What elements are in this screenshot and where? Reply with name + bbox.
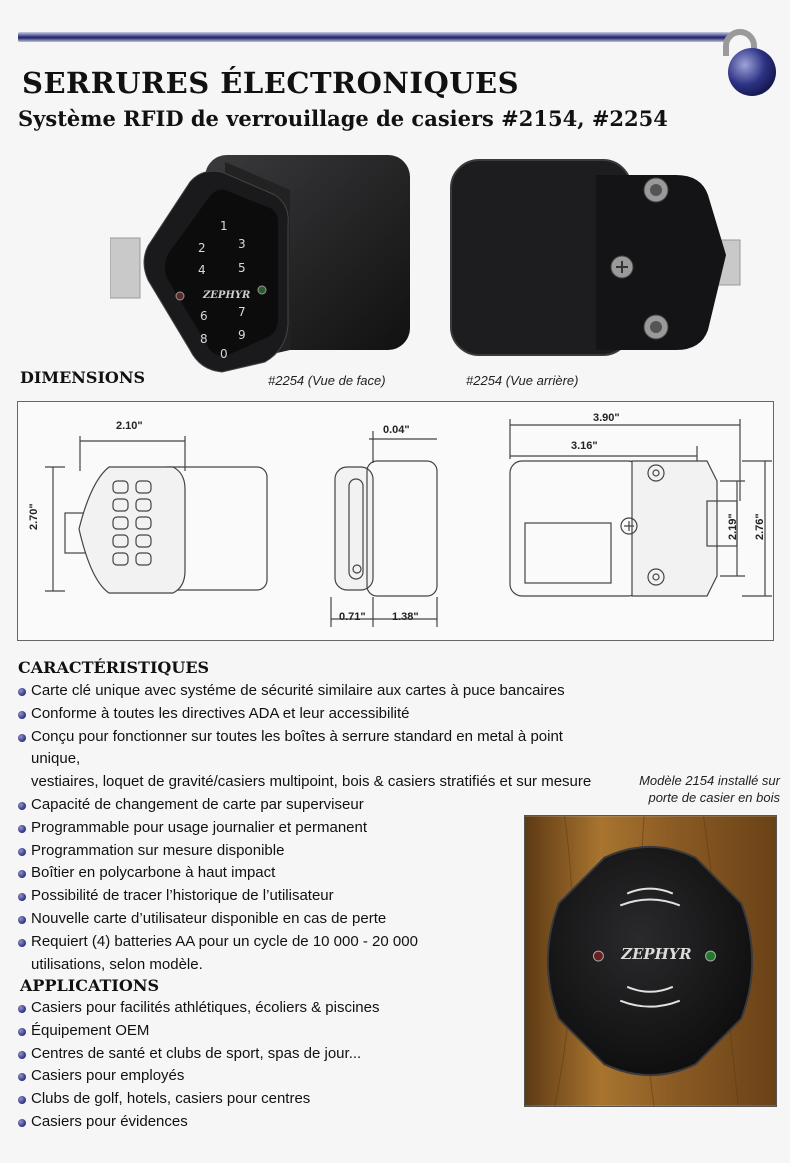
dim-back-outer-width: 3.90" (593, 412, 620, 424)
dim-front-width: 2.10" (116, 420, 143, 432)
list-item: Nouvelle carte d’utilisateur disponible en cas de perte (16, 908, 616, 931)
installed-photo-caption: Modèle 2154 installé sur porte de casier en bois (639, 773, 780, 805)
key-1: 1 (220, 219, 228, 233)
dim-side-left: 0.71" (339, 611, 366, 623)
dim-front-height: 2.70" (28, 503, 40, 530)
header-bar (18, 32, 730, 42)
dim-back-outer-height: 2.76" (754, 513, 766, 540)
list-item: Boîtier en polycarbone à haut impact (16, 862, 616, 885)
page-title: SERRURES ÉLECTRONIQUES (22, 66, 520, 100)
list-item: Requiert (4) batteries AA pour un cycle de 10 000 - 20 000 utilisations, selon modèle. (16, 931, 616, 977)
brand-logo: ZEPHYR (203, 290, 251, 301)
list-item: Casiers pour évidences (16, 1111, 496, 1134)
key-9: 9 (238, 328, 246, 342)
key-6: 6 (200, 309, 208, 323)
features-heading: CARACTÉRISTIQUES (18, 658, 210, 677)
key-3: 3 (238, 237, 246, 251)
key-2: 2 (198, 241, 206, 255)
applications-heading: APPLICATIONS (20, 976, 159, 995)
installed-lock-photo (524, 815, 777, 1107)
key-7: 7 (238, 305, 246, 319)
list-item: Casiers pour facilités athlétiques, écoliers & piscines (16, 997, 496, 1020)
dim-side-right: 1.38" (392, 611, 419, 623)
list-item: Programmation sur mesure disponible (16, 840, 616, 863)
front-view-photo (110, 150, 415, 375)
front-view-caption: #2254 (Vue de face) (268, 373, 386, 388)
list-item: Clubs de golf, hotels, casiers pour centres (16, 1088, 496, 1111)
dim-side-top: 0.04" (383, 424, 410, 436)
list-item: Casiers pour employés (16, 1065, 496, 1088)
key-8: 8 (200, 332, 208, 346)
key-4: 4 (198, 263, 206, 277)
installed-brand-logo: ZEPHYR (621, 945, 692, 964)
dimensions-diagram (17, 401, 774, 641)
back-view-photo (446, 155, 746, 370)
list-item: Centres de santé et clubs de sport, spas de jour... (16, 1043, 496, 1066)
key-0: 0 (220, 347, 228, 361)
back-view-caption: #2254 (Vue arrière) (466, 373, 579, 388)
list-item: Conforme à toutes les directives ADA et leur accessibilité (16, 703, 616, 726)
page-subtitle: Système RFID de verrouillage de casiers #2154, #2254 (18, 106, 668, 131)
list-item: Possibilité de tracer l’historique de l’utilisateur (16, 885, 616, 908)
list-item: Carte clé unique avec systéme de sécurité similaire aux cartes à puce bancaires (16, 680, 616, 703)
key-5: 5 (238, 261, 246, 275)
list-item: Programmable pour usage journalier et permanent (16, 817, 616, 840)
applications-list (16, 997, 496, 1134)
dim-back-inner-height: 2.19" (727, 513, 739, 540)
padlock-icon (714, 26, 780, 98)
list-item: Conçu pour fonctionner sur toutes les boîtes à serrure standard en metal à point unique, vestiaires, loquet de gravité/casiers multipoint, bois & casiers stratifiés et sur mesure (16, 726, 616, 794)
dim-back-inner-width: 3.16" (571, 440, 598, 452)
dimensions-heading: DIMENSIONS (20, 368, 146, 387)
list-item: Capacité de changement de carte par superviseur (16, 794, 616, 817)
list-item: Équipement OEM (16, 1020, 496, 1043)
